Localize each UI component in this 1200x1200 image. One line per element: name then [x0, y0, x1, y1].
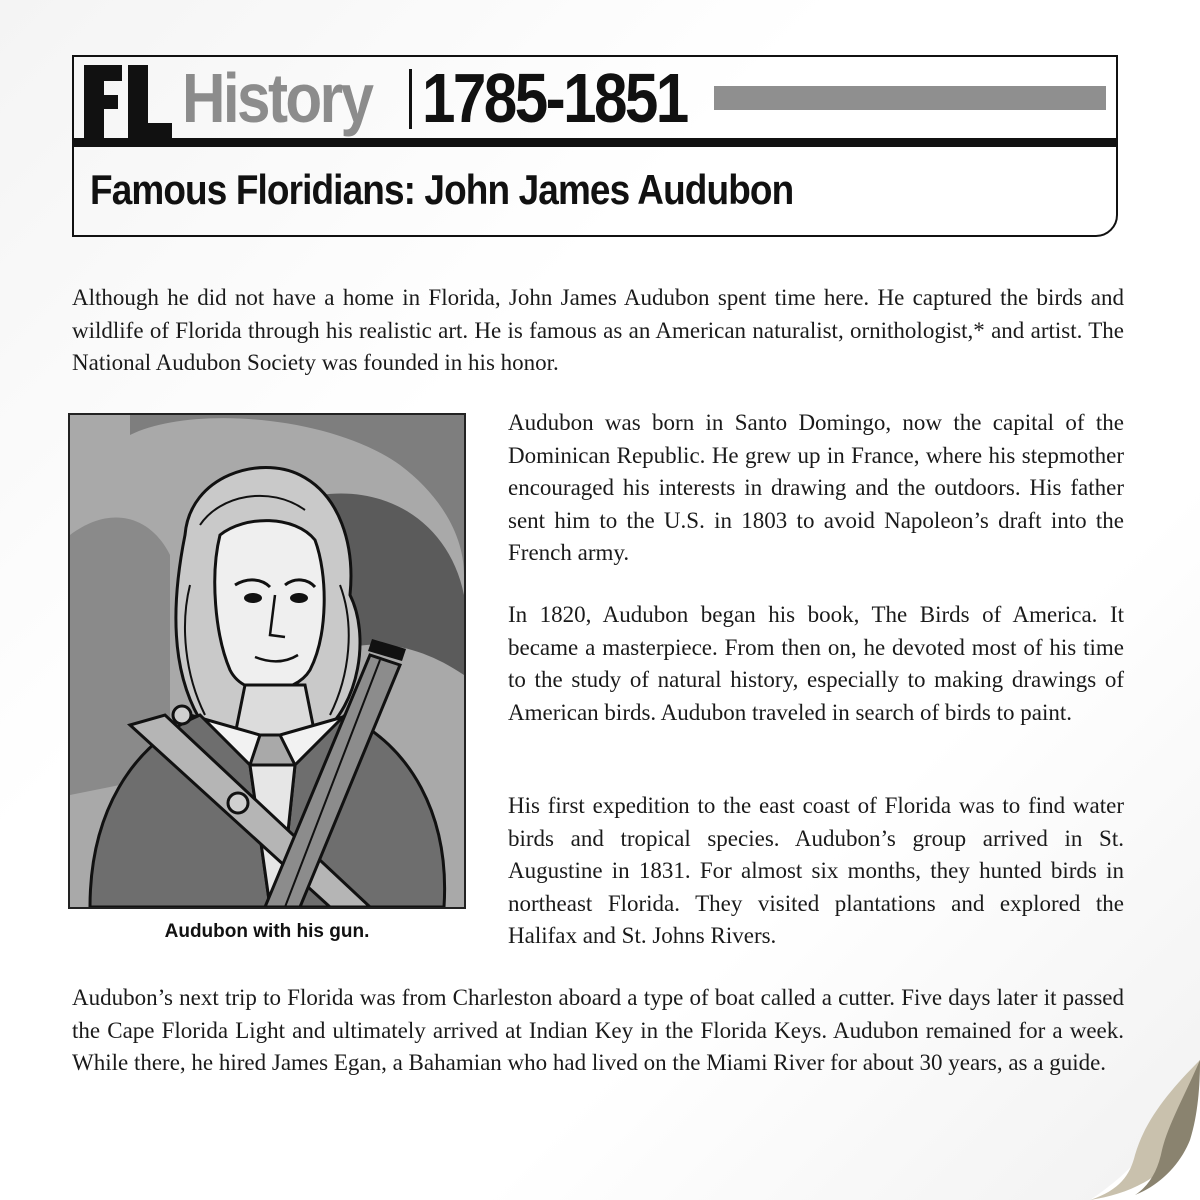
expedition-paragraph: His first expedition to the east coast of Florida was to find water birds and tropical species. Audubon’s group arrived in St. Augustine in 1831. For almost six months, they hunted birds in northeast Florida. They visited plantations and explored the Halifax and St. Johns Rivers. [508, 793, 1124, 948]
header-rule [74, 138, 1116, 147]
page-curl-icon [1050, 1050, 1200, 1200]
figure-caption: Audubon with his gun. [164, 921, 370, 942]
intro-paragraph: Although he did not have a home in Florida, John James Audubon spent time here. He captured the birds and wildlife of Florida through his realistic art. He is famous as an American naturalist, ornithologist,* and artist. The National Audubon Society was founded in his honor. [72, 285, 1124, 375]
audubon-portrait-icon [70, 415, 464, 907]
next-trip-paragraph: Audubon’s next trip to Florida was from Charleston aboard a type of boat called a cutter. Five days later it passed the Cape Florida Light and ultimately arrived at Indian Key in the Florida Keys. Audubon remained for a week. While there, he hired James Egan, a Bahamian who had lived on the Miami River for about 30 years, as a guide. [72, 985, 1124, 1075]
years-label: 1785-1851 [422, 59, 687, 137]
page-title: Famous Floridians: John James Audubon [90, 166, 794, 213]
header-gray-bar [714, 86, 1106, 110]
header-divider [409, 69, 412, 129]
header-box [72, 55, 1118, 237]
book-paragraph: In 1820, Audubon began his book, The Birds of America. It became a masterpiece. From then on, he devoted most of his time to the study of natural history, especially to making drawings of American birds. Audubon traveled in search of birds to paint. [508, 602, 1124, 725]
series-label: History [182, 59, 372, 137]
birth-paragraph: Audubon was born in Santo Domingo, now the capital of the Dominican Republic. He grew up in France, where his stepmother encouraged his interests in drawing and the outdoors. His father sent him to the U.S. in 1803 to avoid Napoleon’s draft into the French army. [508, 410, 1124, 565]
audubon-portrait [68, 413, 466, 909]
fl-logo [82, 61, 174, 141]
